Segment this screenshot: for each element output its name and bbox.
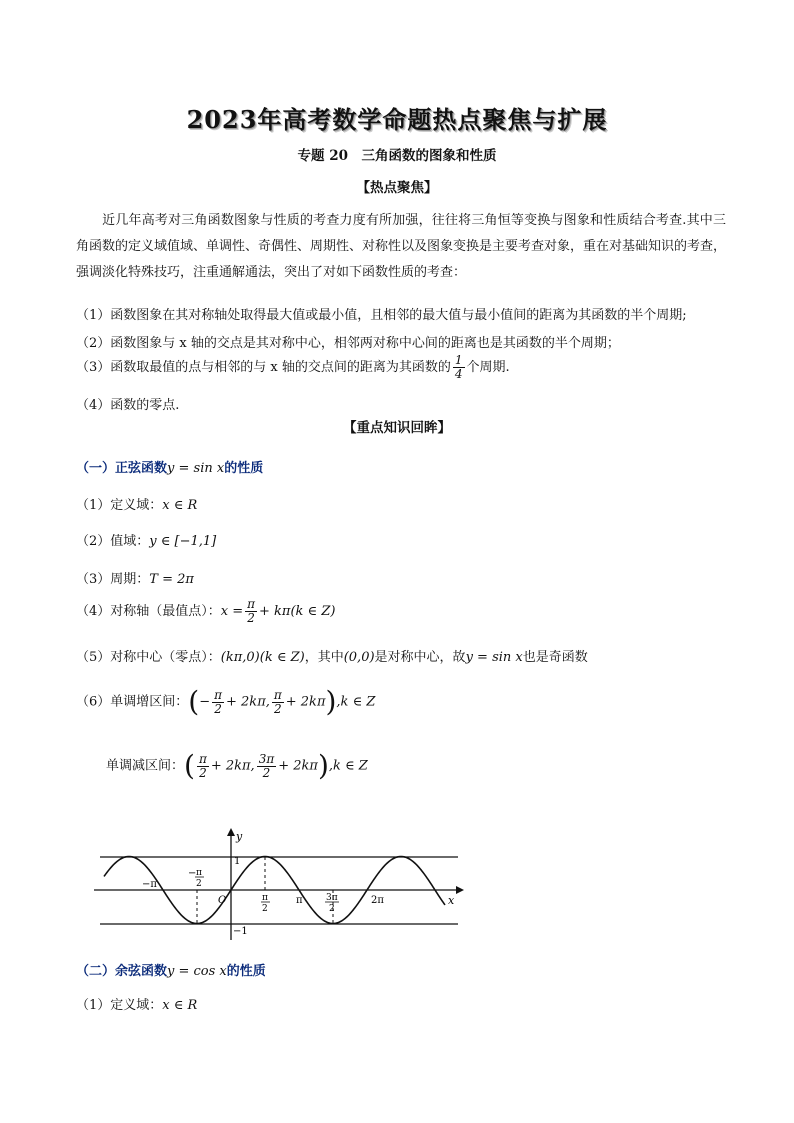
cosine-head-suffix: 的性质 — [226, 964, 266, 979]
inc-left-paren: ( — [188, 685, 200, 718]
inc-frac-1 — [212, 689, 224, 716]
sine-axis-lhs: x = — [220, 604, 244, 619]
graph-background — [90, 810, 468, 946]
origin-label: O — [218, 895, 227, 906]
sine-center-label: （5）对称中心（零点）： — [76, 650, 221, 665]
sine-axis-label: （4）对称轴（最值点）： — [76, 604, 221, 619]
cosine-domain-label: （1）定义域： — [76, 998, 163, 1013]
sine-heading — [76, 457, 263, 476]
sine-range — [76, 530, 216, 549]
sine-center-origin: (0,0) — [343, 650, 375, 665]
sine-increasing — [76, 685, 376, 718]
inc-frac-2 — [272, 689, 284, 716]
sine-domain-math: x ∈ R — [162, 498, 198, 513]
sine-range-label: （2）值域： — [76, 534, 150, 549]
sine-axis-rhs: + kπ(k ∈ Z) — [259, 604, 336, 619]
sine-period-math: T = 2π — [149, 572, 194, 587]
sine-axis-den: 2 — [247, 611, 255, 625]
neg-half-pi-den: 2 — [196, 879, 202, 889]
inc-end: + 2kπ — [285, 694, 326, 710]
sine-domain — [76, 494, 197, 513]
sine-head-suffix: 的性质 — [224, 461, 264, 476]
cosine-heading — [76, 960, 266, 979]
neg-half-pi-minus: − — [188, 868, 197, 879]
quarter-num: 1 — [454, 353, 463, 367]
point-1: （1）函数图象在其对称轴处取得最大值或最小值，且相邻的最大值与最小值间的距离为其函数的半个周期; — [76, 308, 687, 323]
dec-right-paren: ) — [317, 749, 329, 782]
dec-den-2: 2 — [262, 765, 271, 780]
sine-range-math: y ∈ [−1,1] — [149, 534, 217, 549]
dec-den-1: 2 — [199, 765, 207, 780]
quarter-den: 4 — [454, 367, 463, 381]
dec-k: ,k ∈ Z — [328, 758, 368, 774]
sine-head-prefix: （一）正弦函数 — [76, 461, 168, 476]
inc-right-paren: ) — [325, 685, 337, 718]
cosine-domain — [76, 994, 197, 1013]
inc-neg: − — [199, 694, 211, 710]
point-2: （2）函数图象与 x 轴的交点是其对称中心，相邻两对称中心间的距离也是其函数的半个周期； — [76, 336, 620, 351]
sine-graph — [90, 810, 468, 946]
sine-period-label: （3）周期： — [76, 572, 150, 587]
inc-num-1: π — [214, 687, 223, 702]
sine-center — [76, 646, 588, 665]
dec-end: + 2kπ — [278, 758, 318, 774]
sine-center-mid: ，其中 — [304, 650, 344, 665]
sine-domain-label: （1）定义域： — [76, 498, 163, 513]
dec-frac-1 — [197, 753, 209, 780]
cosine-head-math: y = cos x — [167, 964, 227, 979]
neg-pi-label: −π — [142, 879, 157, 890]
three-half-pi-num: 3π — [326, 893, 338, 903]
sine-axis — [76, 598, 335, 625]
two-pi-label: 2π — [371, 895, 384, 906]
point-3 — [76, 354, 510, 381]
sine-center-math: (kπ,0)(k ∈ Z) — [220, 650, 305, 665]
inc-k: ,k ∈ Z — [336, 694, 376, 710]
half-pi-den: 2 — [262, 904, 268, 914]
sine-inc-label: （6）单调增区间： — [76, 694, 189, 710]
y-label: y — [236, 830, 243, 843]
sine-center-tail-a: 是对称中心，故 — [374, 650, 466, 665]
sine-head-math: y = sin x — [167, 461, 225, 476]
point-3-text: （3）函数取最值的点与相邻的与 x 轴的交点间的距离为其函数的 — [76, 360, 451, 375]
pi-label: π — [296, 895, 303, 906]
sine-period — [76, 568, 194, 587]
sine-axis-num: π — [247, 597, 256, 611]
dec-frac-2 — [257, 753, 277, 780]
intro-paragraph — [76, 208, 726, 286]
cosine-head-prefix: （二）余弦函数 — [76, 964, 168, 979]
sine-dec-label: 单调减区间： — [106, 758, 185, 774]
inc-den-1: 2 — [214, 701, 222, 716]
dec-mid: + 2kπ, — [210, 758, 255, 774]
intro-text: 近几年高考对三角函数图象与性质的考查力度有所加强，往往将三角恒等变换与图象和性质结合考查.其中三角函数的定义域值域、单调性、奇偶性、周期性、对称性以及图象变换是主要考查对象，重在对基础知识的考查，强调淡化特殊技巧，注重通解通法，突出了对如下函数性质的考查： — [76, 213, 727, 280]
dec-num-2: 3π — [258, 751, 275, 766]
review-heading: 【重点知识回眸】 — [343, 420, 451, 436]
sine-axis-frac — [245, 598, 257, 625]
x-label: x — [448, 894, 455, 907]
inc-mid: + 2kπ, — [226, 694, 270, 710]
half-pi-num: π — [262, 893, 268, 903]
point-3-tail: 个周期. — [466, 360, 510, 375]
one-label: 1 — [234, 856, 241, 867]
topic-subtitle: 专题 20 三角函数的图象和性质 — [297, 148, 497, 164]
three-half-pi-den: 2 — [329, 904, 335, 914]
dec-left-paren: ( — [184, 749, 195, 782]
dec-num-1: π — [198, 751, 207, 766]
point-4: （4）函数的零点. — [76, 398, 180, 413]
sine-center-tail-b: 也是奇函数 — [522, 650, 588, 665]
cosine-domain-math: x ∈ R — [162, 998, 198, 1013]
quarter-fraction — [453, 354, 465, 381]
inc-num-2: π — [273, 687, 282, 702]
document-title: 2023年高考数学命题热点聚焦与扩展 — [186, 105, 608, 134]
sine-decreasing — [106, 749, 368, 782]
inc-den-2: 2 — [274, 701, 282, 716]
neg-half-pi-num: π — [196, 868, 202, 878]
sine-center-tail-math: y = sin x — [465, 650, 523, 665]
hotspot-heading: 【热点聚焦】 — [356, 180, 438, 196]
neg-one-label: −1 — [233, 926, 248, 937]
